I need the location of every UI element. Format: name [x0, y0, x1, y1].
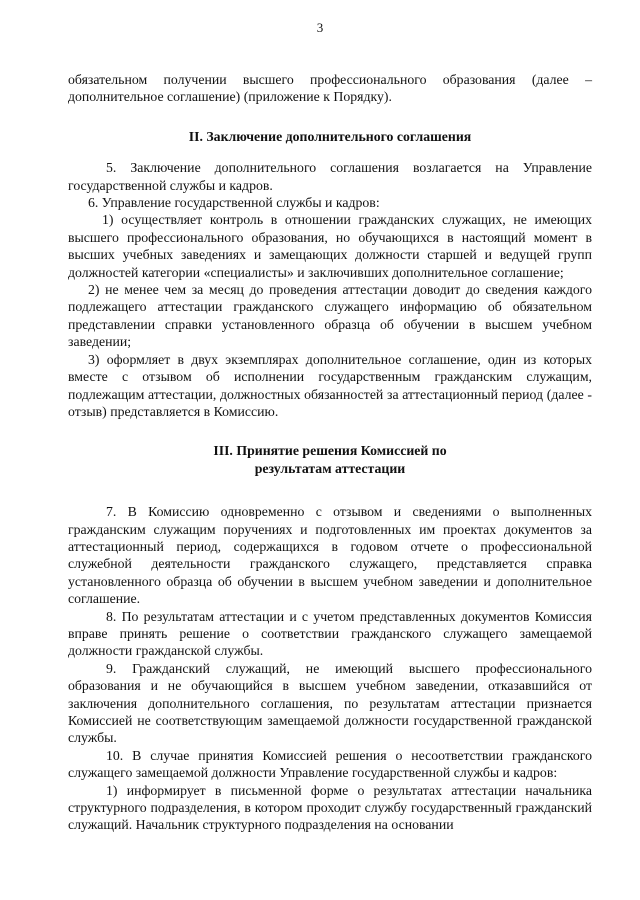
paragraph-10: 10. В случае принятия Комиссией решения о несоответствии гражданского служащего замещаемой должности Управление государственной службы и кадров:: [68, 747, 592, 781]
section-3-heading-line-1: III. Принятие решения Комиссией по: [213, 443, 447, 459]
paragraph-10-item-1: 1) информирует в письменной форме о результатах аттестации начальника структурного подразделения, в котором проходит службу государственный гражданский служащий. Начальник структурного подразделения на основании: [68, 782, 592, 833]
paragraph-6-item-1: 1) осуществляет контроль в отношении гражданских служащих, не имеющих высшего профессионального образования, но обучающихся в настоящий момент в высших учебных заведениях и замещающих должности старшей и ведущей групп должностей категории «специалисты» и заключивших дополнительное соглашение;: [68, 212, 592, 280]
page-number: 3: [316, 20, 324, 35]
paragraph-7: 7. В Комиссию одновременно с отзывом и сведениями о выполненных гражданским служащим поручениях и подготовленных им проектах документов за аттестационный период, содержащихся в годовом отчете о профессиональной служебной деятельности гражданского служащего, представляется справка установленного образца об обучении в высшем учебном заведении и дополнительное соглашение.: [68, 504, 592, 607]
paragraph-6-item-2: 2) не менее чем за месяц до проведения аттестации доводит до сведения каждого подлежащего аттестации гражданского служащего информацию об обязательном представлении справки установленного образца об обучении в высшем учебном заведении;: [68, 282, 592, 350]
paragraph-9: 9. Гражданский служащий, не имеющий высшего профессионального образования и не обучающийся в высшем учебном заведении, отказавшийся от заключения дополнительного соглашения, по результатам аттестации признается Комиссией не соответствующим замещаемой должности государственной гражданской службы.: [68, 660, 592, 746]
document-body: [68, 71, 592, 834]
paragraph-8: 8. По результатам аттестации и с учетом представленных документов Комиссия вправе принять решение о соответствии гражданского служащего замещаемой должности гражданской службы.: [68, 608, 592, 659]
section-3-heading-line-2: результатам аттестации: [254, 460, 406, 476]
intro-paragraph: обязательном получении высшего профессионального образования (далее – дополнительное соглашение) (приложение к Порядку).: [68, 72, 592, 105]
paragraph-5: 5. Заключение дополнительного соглашения возлагается на Управление государственной службы и кадров.: [68, 160, 592, 193]
paragraph-6-item-3: 3) оформляет в двух экземплярах дополнительное соглашение, один из которых вместе с отзывом об исполнении государственным гражданским служащим, подлежащим аттестации, должностных обязанностей за аттестационный период (далее - отзыв) представляется в Комиссию.: [68, 351, 592, 419]
paragraph-6: 6. Управление государственной службы и кадров:: [88, 195, 380, 211]
section-2-heading: II. Заключение дополнительного соглашения: [188, 128, 472, 144]
